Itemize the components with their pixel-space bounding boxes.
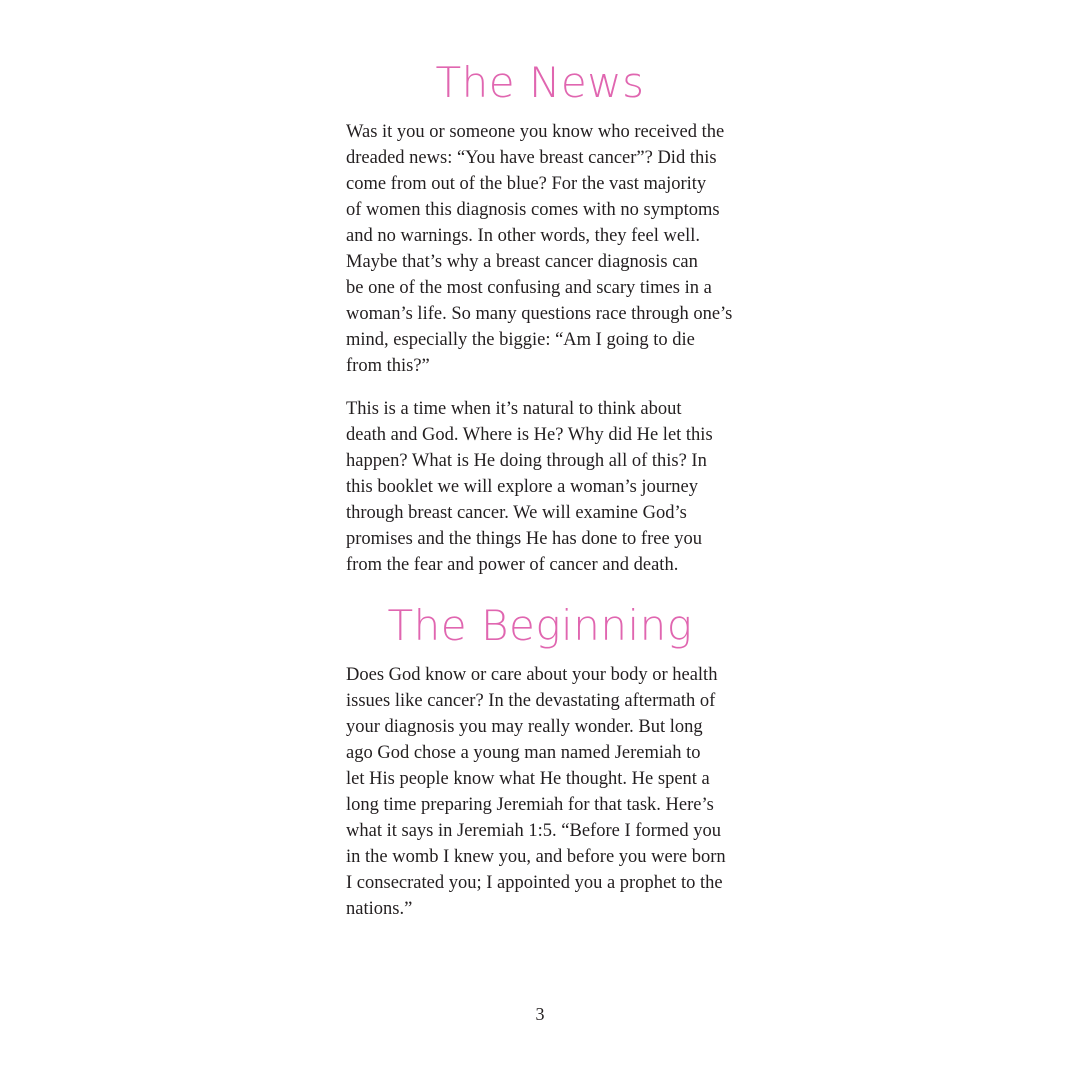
text-line: come from out of the blue? For the vast majority (346, 174, 707, 194)
news-paragraph-1 (346, 119, 746, 379)
text-line: woman’s life. So many questions race through one’s (346, 304, 733, 324)
text-line: Was it you or someone you know who received the (346, 122, 725, 142)
text-line: happen? What is He doing through all of this? In (346, 451, 707, 471)
beginning-paragraph-1 (346, 662, 746, 922)
text-line: your diagnosis you may really wonder. But long (346, 717, 703, 737)
text-line: this booklet we will explore a woman’s journey (346, 477, 698, 497)
section-heading-the-beginning: The Beginning (387, 601, 693, 650)
text-line: promises and the things He has done to free you (346, 529, 703, 549)
text-line: This is a time when it’s natural to think about (346, 399, 682, 419)
text-line: ago God chose a young man named Jeremiah to (346, 743, 701, 763)
text-line: dreaded news: “You have breast cancer”? Did this (346, 148, 717, 168)
news-paragraph-2 (346, 396, 746, 578)
text-line: of women this diagnosis comes with no symptoms (346, 200, 720, 220)
text-line: I consecrated you; I appointed you a prophet to the (346, 873, 723, 893)
text-line: issues like cancer? In the devastating aftermath of (346, 691, 716, 711)
text-line: Maybe that’s why a breast cancer diagnosis can (346, 252, 698, 272)
text-line: nations.” (346, 899, 413, 919)
text-line: death and God. Where is He? Why did He let this (346, 425, 713, 445)
text-line: through breast cancer. We will examine God’s (346, 503, 687, 523)
text-line: and no warnings. In other words, they feel well. (346, 226, 700, 246)
text-line: from this?” (346, 356, 430, 376)
text-line: be one of the most confusing and scary times in a (346, 278, 712, 298)
text-line: Does God know or care about your body or health (346, 665, 718, 685)
text-line: what it says in Jeremiah 1:5. “Before I formed you (346, 821, 722, 841)
section-heading-the-news: The News (435, 58, 645, 107)
text-line: in the womb I knew you, and before you were born (346, 847, 726, 867)
text-line: mind, especially the biggie: “Am I going to die (346, 330, 695, 350)
text-line: let His people know what He thought. He spent a (346, 769, 710, 789)
text-line: from the fear and power of cancer and death. (346, 555, 679, 575)
text-line: long time preparing Jeremiah for that task. Here’s (346, 795, 714, 815)
page-number: 3 (535, 1004, 545, 1024)
